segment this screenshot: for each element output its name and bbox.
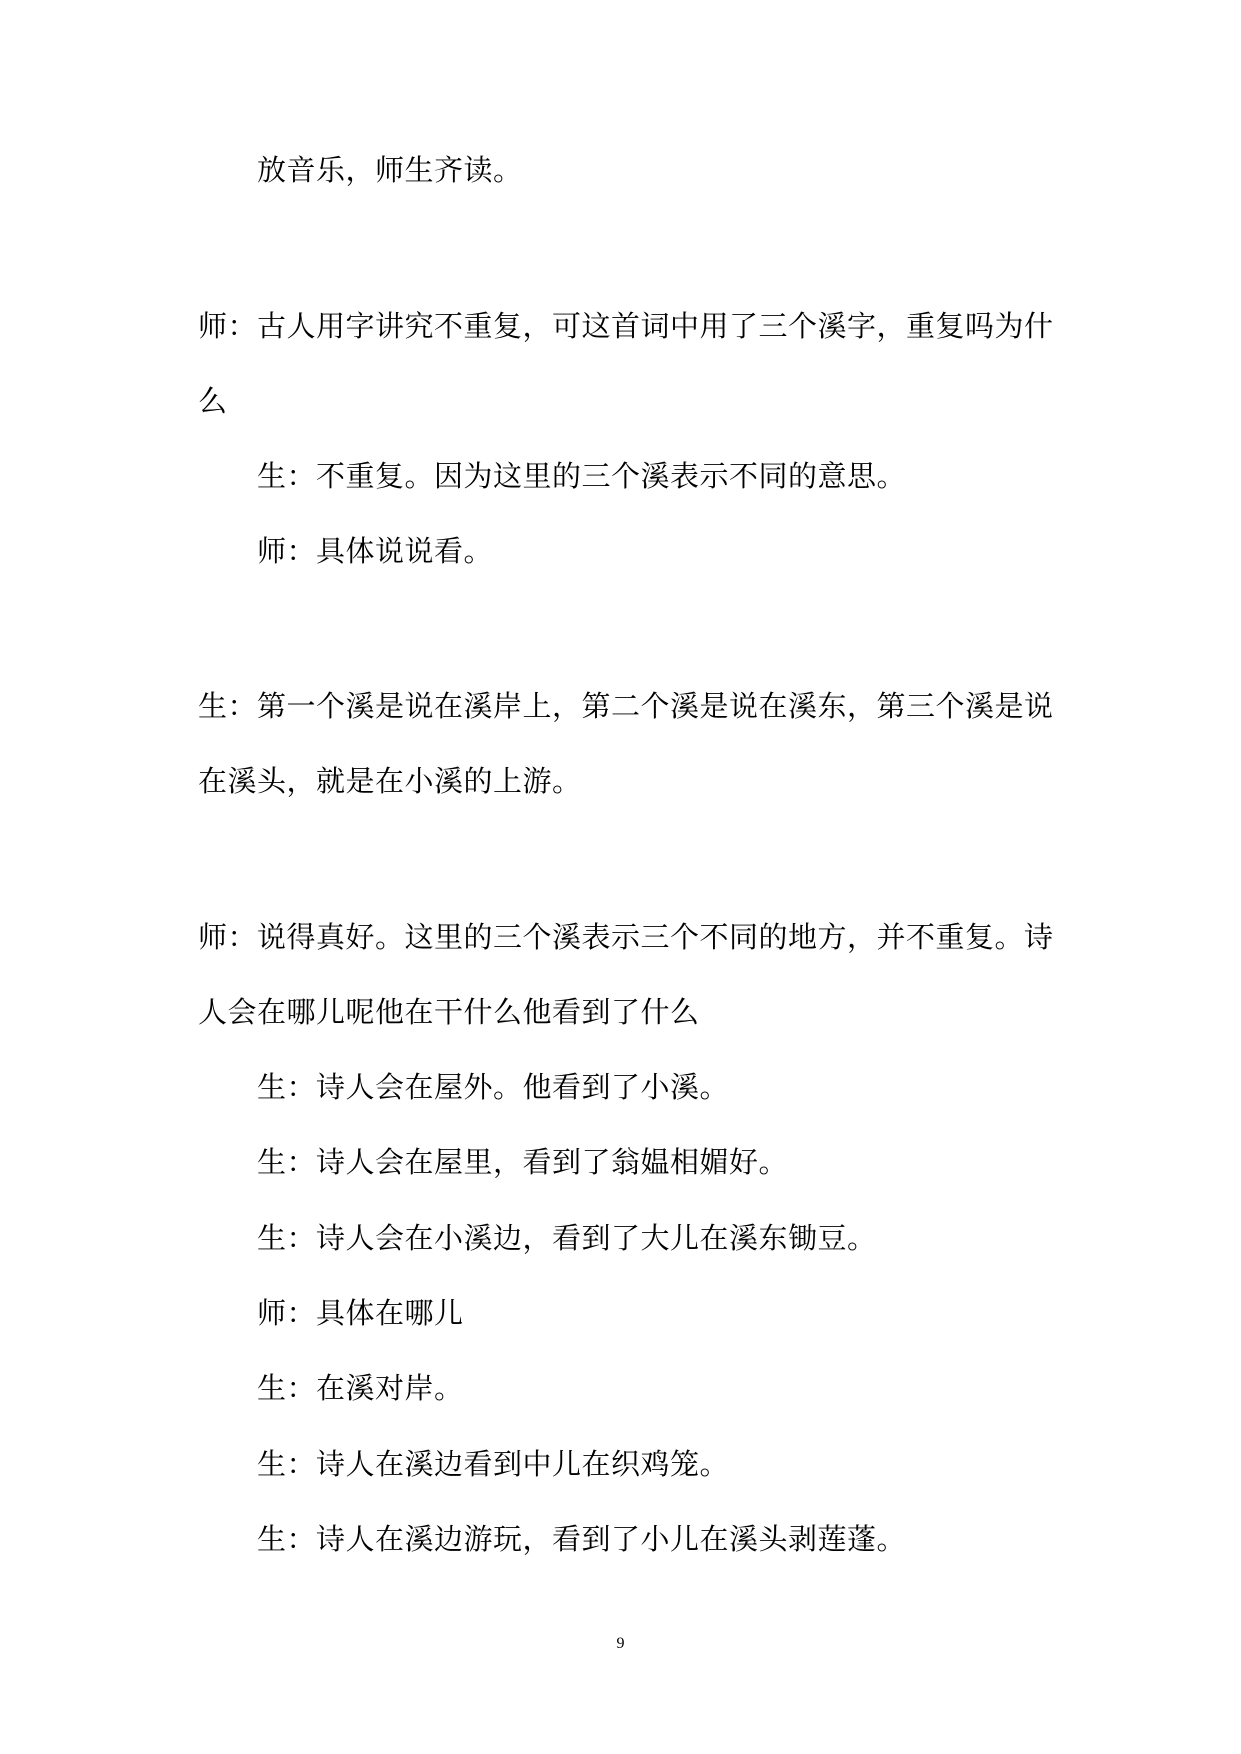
paragraph-line: 么 [198,384,228,418]
page-number: 9 [616,1635,625,1652]
paragraph-line: 生：诗人在溪边看到中儿在织鸡笼。 [257,1447,730,1481]
paragraph-line: 生：第一个溪是说在溪岸上，第二个溪是说在溪东，第三个溪是说 [198,689,1054,723]
paragraph-line: 生：诗人会在屋里，看到了翁媪相媚好。 [257,1145,789,1179]
paragraph-line: 放音乐，师生齐读。 [257,153,523,187]
paragraph-line: 生：诗人会在屋外。他看到了小溪。 [257,1070,730,1104]
paragraph-line: 生：在溪对岸。 [257,1371,464,1405]
paragraph-line: 在溪头，就是在小溪的上游。 [198,764,582,798]
paragraph-line: 师：古人用字讲究不重复，可这首词中用了三个溪字，重复吗为什 [198,309,1054,343]
paragraph-line: 人会在哪儿呢他在干什么他看到了什么 [198,995,700,1029]
paragraph-line: 生：不重复。因为这里的三个溪表示不同的意思。 [257,459,907,493]
paragraph-line: 师：说得真好。这里的三个溪表示三个不同的地方，并不重复。诗 [198,920,1054,954]
paragraph-line: 生：诗人在溪边游玩，看到了小儿在溪头剥莲蓬。 [257,1522,907,1556]
paragraph-line: 生：诗人会在小溪边，看到了大儿在溪东锄豆。 [257,1221,877,1255]
paragraph-line: 师：具体在哪儿 [257,1296,464,1330]
paragraph-line: 师：具体说说看。 [257,534,494,568]
